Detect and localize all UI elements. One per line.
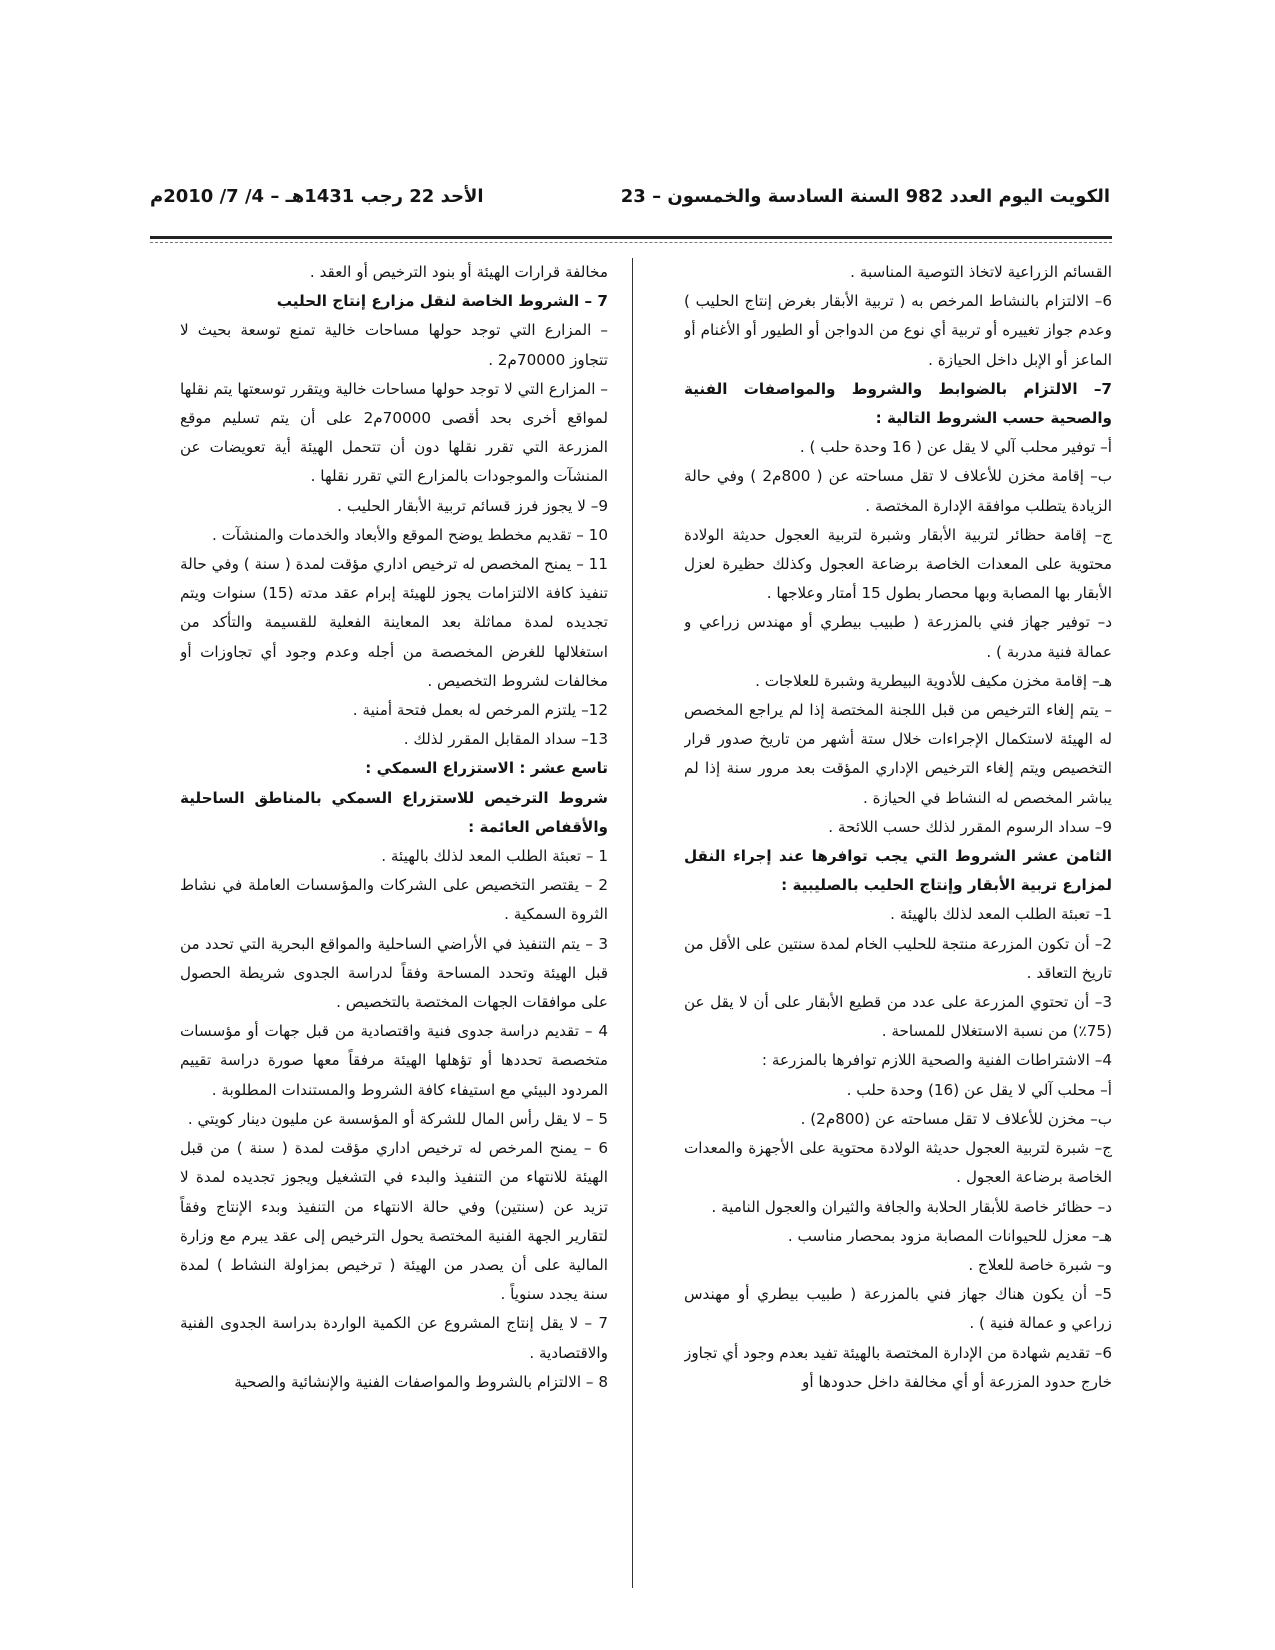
paragraph: مخالفة قرارات الهيئة أو بنود الترخيص أو العقد .	[309, 263, 608, 281]
header-rule-dashed	[150, 242, 1112, 243]
section-heading: 7– الالتزام بالضوابط والشروط والمواصفات الفنية والصحية حسب الشروط التالية :	[684, 379, 1112, 428]
paragraph: 6– تقديم شهادة من الإدارة المختصة بالهيئة تفيد بعدم وجود أي تجاوز خارج حدود المزرعة أو أي مخالفة داخل حدودها أو	[684, 1343, 1112, 1391]
page-header	[150, 186, 1110, 216]
right-column	[684, 258, 1112, 1620]
section-heading: تاسع عشر : الاستزراع السمكي :	[365, 759, 608, 778]
header-rule	[150, 236, 1112, 239]
paragraph: 1 – تعبئة الطلب المعد لذلك بالهيئة .	[381, 847, 608, 866]
paragraph: د– حظائر خاصة للأبقار الحلابة والجافة والثيران والعجول النامية .	[711, 1197, 1112, 1216]
paragraph: 4– الاشتراطات الفنية والصحية اللازم توافرها بالمزرعة :	[761, 1051, 1112, 1070]
paragraph: و– شبرة خاصة للعلاج .	[968, 1255, 1112, 1274]
gazette-issue-info: الكويت اليوم العدد 982 السنة السادسة والخمسون – 23	[620, 186, 1110, 207]
paragraph: 5 – لا يقل رأس المال للشركة أو المؤسسة عن مليون دينار كويتي .	[187, 1109, 608, 1128]
paragraph: 2– أن تكون المزرعة منتجة للحليب الخام لمدة سنتين على الأقل من تاريخ التعاقد .	[684, 934, 1112, 982]
paragraph: 2 – يقتصر التخصيص على الشركات والمؤسسات العاملة في نشاط الثروة السمكية .	[180, 876, 608, 924]
paragraph: – يتم إلغاء الترخيص من قبل اللجنة المختصة إذا لم يراجع المخصص له الهيئة لاستكمال الإجراءات خلال ستة أشهر من تاريخ صدور قرار التخصيص ويتم إلغاء الترخيص الإداري المؤقت بعد مرور سنة إذا لم يباشر المخصص له النشاط في الحيازة .	[684, 701, 1112, 807]
paragraph: – المزارع التي لا توجد حولها مساحات خالية ويتقرر توسعتها يتم نقلها لمواقع أخرى بحد أقصى 70000م2 على أن يتم تسليم موقع المزرعة التي تقرر نقلها دون أن تتحمل الهيئة أية تعويضات عن المنشآت والموجودات بالمزارع التي تقرر نقلها .	[180, 379, 608, 486]
paragraph: 5– أن يكون هناك جهاز فني بالمزرعة ( طبيب بيطري أو مهندس زراعي و عمالة فنية ) .	[684, 1285, 1112, 1333]
paragraph: 10 – تقديم مخطط يوضح الموقع والأبعاد والخدمات والمنشآت .	[211, 525, 608, 544]
paragraph: هـ– معزل للحيوانات المصابة مزود بمحصار مناسب .	[787, 1226, 1112, 1245]
paragraph: 3– أن تحتوي المزرعة على عدد من قطيع الأبقار على أن لا يقل عن (75٪) من نسبة الاستغلال للمساحة .	[684, 993, 1112, 1041]
paragraph: ج– شبرة لتربية العجول حديثة الولادة محتوية على الأجهزة والمعدات الخاصة برضاعة العجول .	[684, 1139, 1112, 1187]
paragraph: – المزارع التي توجد حولها مساحات خالية تمنع توسعة بحيث لا تتجاوز 70000م2 .	[180, 321, 608, 369]
paragraph: 11 – يمنح المخصص له ترخيص اداري مؤقت لمدة ( سنة ) وفي حالة تنفيذ كافة الالتزامات يجوز للهيئة إبرام عقد مدته (15) سنوات ويتم تجديده لمدة مماثلة بعد المعاينة الفعلية للقسيمة والتأكد من استغلالها للغرض المخصصة من أجله وعدم وجود أي تجاوزات أو مخالفات لشروط التخصيص .	[180, 555, 608, 690]
paragraph: 6– الالتزام بالنشاط المرخص به ( تربية الأبقار بغرض إنتاج الحليب ) وعدم جواز تغييره أو تربية أي نوع من الدواجن أو الطيور أو الأغنام أو الماعز أو الإبل داخل الحيازة .	[684, 292, 1112, 369]
paragraph: 8 – الالتزام بالشروط والمواصفات الفنية والإنشائية والصحية	[234, 1372, 608, 1391]
paragraph: القسائم الزراعية لاتخاذ التوصية المناسبة .	[850, 263, 1112, 281]
paragraph: 7 – لا يقل إنتاج المشروع عن الكمية الواردة بدراسة الجدوى الفنية والاقتصادية .	[180, 1314, 608, 1362]
paragraph: أ– محلب آلي لا يقل عن (16) وحدة حلب .	[846, 1080, 1112, 1099]
paragraph: 6 – يمنح المرخص له ترخيص اداري مؤقت لمدة ( سنة ) من قبل الهيئة للانتهاء من التنفيذ والبدء في التشغيل ويجوز تجديده لمدة لا تزيد عن (سنتين) وفي حالة الانتهاء من التنفيذ وبدء الإنتاج وفقاً لتقارير الجهة الفنية المختصة يحول الترخيص إلى عقد يبرم مع وزارة المالية على أن يصدر من الهيئة ( ترخيص بمزاولة النشاط ) لمدة سنة يجدد سنوياً .	[180, 1139, 608, 1304]
gazette-date: الأحد 22 رجب 1431هـ – 4/ 7/ 2010م	[150, 186, 484, 207]
paragraph: 1– تعبئة الطلب المعد لذلك بالهيئة .	[890, 905, 1112, 924]
section-heading: الثامن عشر الشروط التي يجب توافرها عند إجراء النقل لمزارع تربية الأبقار وإنتاج الحليب بالصليبية :	[684, 847, 1112, 895]
paragraph: 4 – تقديم دراسة جدوى فنية واقتصادية من قبل جهات أو مؤسسات متخصصة تحددها أو تؤهلها الهيئة مرفقاً معها صورة دراسة تقييم المردود البيئي مع استيفاء كافة الشروط والمستندات المطلوبة .	[180, 1022, 608, 1099]
paragraph: أ– توفير محلب آلي لا يقل عن ( 16 وحدة حلب ) .	[799, 438, 1112, 457]
column-divider	[632, 258, 633, 1588]
paragraph: د– توفير جهاز فني بالمزرعة ( طبيب بيطري أو مهندس زراعي و عمالة فنية مدربة ) .	[684, 613, 1112, 661]
paragraph: ج– إقامة حظائر لتربية الأبقار وشبرة لتربية العجول حديثة الولادة محتوية على المعدات الخاصة برضاعة العجول وكذلك حظيرة لعزل الأبقار بها المصابة وبها محصار بطول 15 أمتار وعلاجها .	[684, 525, 1112, 603]
paragraph: 3 – يتم التنفيذ في الأراضي الساحلية والمواقع البحرية التي تحدد من قبل الهيئة وتحدد المساحة وفقاً لدراسة الجدوى شريطة الحصول على موافقات الجهات المختصة بالتخصيص .	[180, 934, 608, 1012]
section-heading: 7 – الشروط الخاصة لنقل مزارع إنتاج الحليب	[276, 292, 608, 311]
paragraph: 9– لا يجوز فرز قسائم تربية الأبقار الحليب .	[337, 496, 608, 515]
paragraph: 12– يلتزم المرخص له بعمل فتحة أمنية .	[352, 701, 608, 720]
paragraph: هـ– إقامة مخزن مكيف للأدوية البيطرية وشبرة للعلاجات .	[755, 671, 1112, 690]
paragraph: 9– سداد الرسوم المقرر لذلك حسب اللائحة .	[828, 817, 1112, 836]
paragraph: ب– إقامة مخزن للأعلاف لا تقل مساحته عن ( 800م2 ) وفي حالة الزيادة يتطلب موافقة الإدارة المختصة .	[684, 467, 1112, 515]
paragraph: ب– مخزن للأعلاف لا تقل مساحته عن (800م2) .	[800, 1109, 1112, 1128]
left-column	[180, 258, 608, 1620]
paragraph: 13– سداد المقابل المقرر لذلك .	[403, 730, 608, 749]
section-heading: شروط الترخيص للاستزراع السمكي بالمناطق الساحلية والأقفاص العائمة :	[180, 788, 608, 836]
